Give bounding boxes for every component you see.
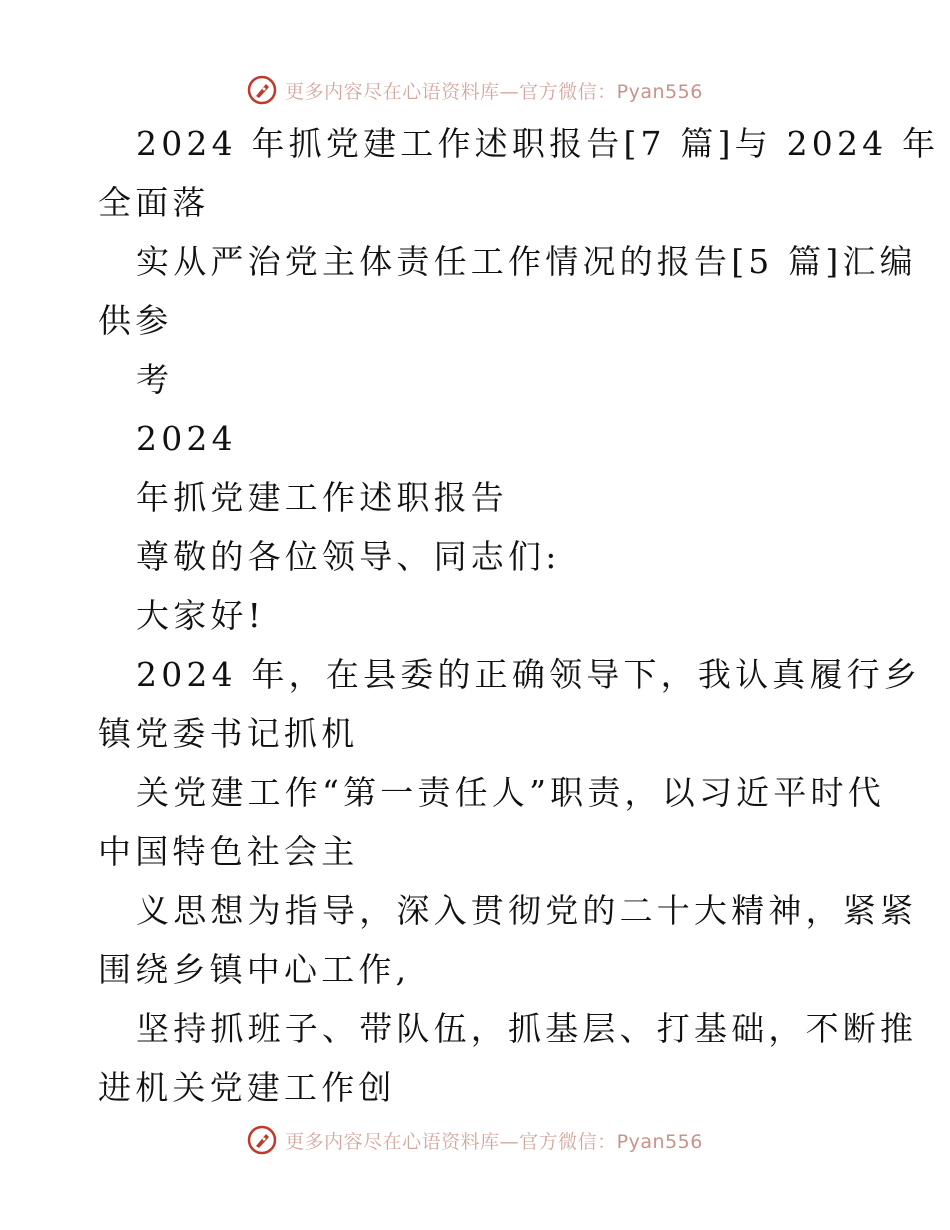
doc-line: 大家好! [136,596,266,635]
doc-line: 围绕乡镇中心工作, [98,950,411,989]
doc-line: 镇党委书记抓机 [98,714,359,753]
doc-line: 实从严治党主体责任工作情况的报告[5 篇]汇编 [136,242,917,281]
doc-line: 2024 年抓党建工作述职报告[7 篇]与 2024 年 [136,124,940,163]
doc-line: 2024 年，在县委的正确领导下，我认真履行乡 [136,655,922,694]
header-watermark [0,70,950,110]
doc-line: 中国特色社会主 [98,832,359,871]
doc-line: 关党建工作“第一责任人”职责，以习近平时代 [136,773,885,812]
doc-line: 全面落 [98,183,210,222]
watermark-wechat-id: Pyan556 [616,1130,703,1153]
footer-watermark [0,1120,950,1160]
pen-nib-circle-icon [247,75,277,105]
watermark-text: 更多内容尽在心语资料库—官方微信：Pyan556 [285,80,703,103]
doc-line: 进机关党建工作创 [98,1068,396,1107]
doc-line: 义思想为指导，深入贯彻党的二十大精神，紧紧 [136,891,918,930]
doc-line: 2024 [136,419,237,458]
doc-line: 考 [136,360,174,399]
doc-line: 尊敬的各位领导、同志们: [136,537,561,576]
pen-nib-circle-icon [247,1125,277,1155]
doc-line: 坚持抓班子、带队伍，抓基层、打基础，不断推 [136,1009,918,1048]
watermark-text: 更多内容尽在心语资料库—官方微信：Pyan556 [285,1130,703,1153]
doc-heading: 年抓党建工作述职报告 [136,478,508,517]
watermark-wechat-id: Pyan556 [616,80,703,103]
doc-line: 供参 [98,301,173,340]
